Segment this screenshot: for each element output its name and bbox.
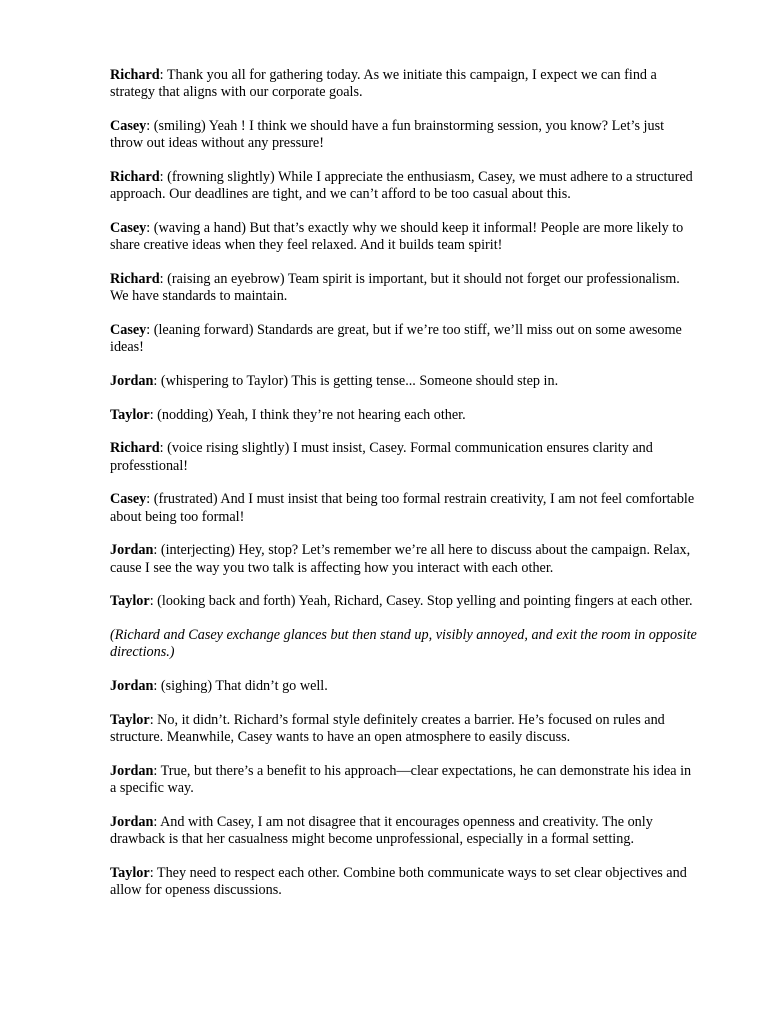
speaker-name: Casey <box>110 321 147 338</box>
dialogue-paragraph <box>110 542 700 577</box>
speaker-name: Jordan <box>110 677 154 694</box>
dialogue-paragraph <box>110 491 700 526</box>
dialogue-paragraph <box>110 169 700 204</box>
dialogue-text: : (frustrated) And I must insist that being too formal restrain creativity, I am not feel comfortable about being too formal! <box>110 491 695 525</box>
dialogue-text: : (interjecting) Hey, stop? Let’s remember we’re all here to discuss about the campaign. Relax, cause I see the way you two talk is affecting how you interact with each other. <box>110 542 691 576</box>
dialogue-text: : (smiling) Yeah ! I think we should have a fun brainstorming session, you know? Let’s just throw out ideas without any pressure! <box>110 117 665 152</box>
dialogue-text: : They need to respect each other. Combine both communicate ways to set clear objectives and allow for openess discussions. <box>110 864 687 898</box>
dialogue-paragraph <box>110 373 700 390</box>
dialogue-paragraph <box>110 763 700 798</box>
dialogue-text: : (voice rising slightly) I must insist, Casey. Formal communication ensures clarity and professtional! <box>110 440 653 474</box>
dialogue-text: : And with Casey, I am not disagree that it encourages openness and creativity. The only drawback is that her casualness might become unprofessional, especially in a formal setting. <box>110 813 653 847</box>
dialogue-paragraph <box>110 67 700 102</box>
dialogue-paragraph <box>110 712 700 747</box>
dialogue-paragraph <box>110 814 700 849</box>
dialogue-paragraph <box>110 220 700 255</box>
dialogue-paragraph <box>110 407 700 424</box>
dialogue-text: : (leaning forward) Standards are great, but if we’re too stiff, we’ll miss out on some awesome ideas! <box>110 321 682 356</box>
speaker-name: Jordan <box>110 542 154 559</box>
dialogue-paragraph <box>110 118 700 153</box>
speaker-name: Casey <box>110 219 147 236</box>
dialogue-text: : (sighing) That didn’t go well. <box>153 677 328 694</box>
dialogue-paragraph <box>110 865 700 900</box>
speaker-name: Richard <box>110 270 160 287</box>
dialogue-text: : (looking back and forth) Yeah, Richard, Casey. Stop yelling and pointing fingers at each other. <box>149 593 693 610</box>
speaker-name: Casey <box>110 491 147 508</box>
speaker-name: Richard <box>110 67 160 83</box>
stage-direction-text: (Richard and Casey exchange glances but then stand up, visibly annoyed, and exit the room in opposite directions.) <box>110 626 697 661</box>
dialogue-text: : (frowning slightly) While I appreciate the enthusiasm, Casey, we must adhere to a structured approach. Our deadlines are tight, and we can’t afford to be too casual about this. <box>110 168 693 203</box>
speaker-name: Jordan <box>110 813 154 830</box>
speaker-name: Jordan <box>110 372 154 389</box>
speaker-name: Taylor <box>110 593 150 610</box>
speaker-name: Richard <box>110 168 160 185</box>
dialogue-text: : (nodding) Yeah, I think they’re not hearing each other. <box>149 406 466 423</box>
document-page <box>110 67 700 916</box>
dialogue-paragraph <box>110 271 700 306</box>
dialogue-text: : True, but there’s a benefit to his approach—clear expectations, he can demonstrate his idea in a specific way. <box>110 762 692 796</box>
dialogue-paragraph <box>110 322 700 357</box>
dialogue-paragraph <box>110 593 700 610</box>
dialogue-text: : No, it didn’t. Richard’s formal style definitely creates a barrier. He’s focused on rules and structure. Meanwhile, Casey wants to have an open atmosphere to easily discuss. <box>110 711 665 745</box>
dialogue-paragraph <box>110 440 700 475</box>
stage-direction <box>110 627 700 662</box>
speaker-name: Taylor <box>110 864 150 881</box>
dialogue-text: : (whispering to Taylor) This is getting tense... Someone should step in. <box>153 372 559 389</box>
speaker-name: Taylor <box>110 711 150 728</box>
dialogue-text: : (raising an eyebrow) Team spirit is important, but it should not forget our professionalism. We have standards to maintain. <box>110 270 680 305</box>
dialogue-paragraph <box>110 678 700 695</box>
dialogue-text: : Thank you all for gathering today. As we initiate this campaign, I expect we can find a strategy that aligns with our corporate goals. <box>110 67 657 101</box>
speaker-name: Casey <box>110 117 147 134</box>
speaker-name: Taylor <box>110 406 150 423</box>
speaker-name: Richard <box>110 440 160 457</box>
speaker-name: Jordan <box>110 762 154 779</box>
dialogue-text: : (waving a hand) But that’s exactly why we should keep it informal! People are more likely to share creative ideas when they feel relaxed. And it builds team spirit! <box>110 219 684 254</box>
